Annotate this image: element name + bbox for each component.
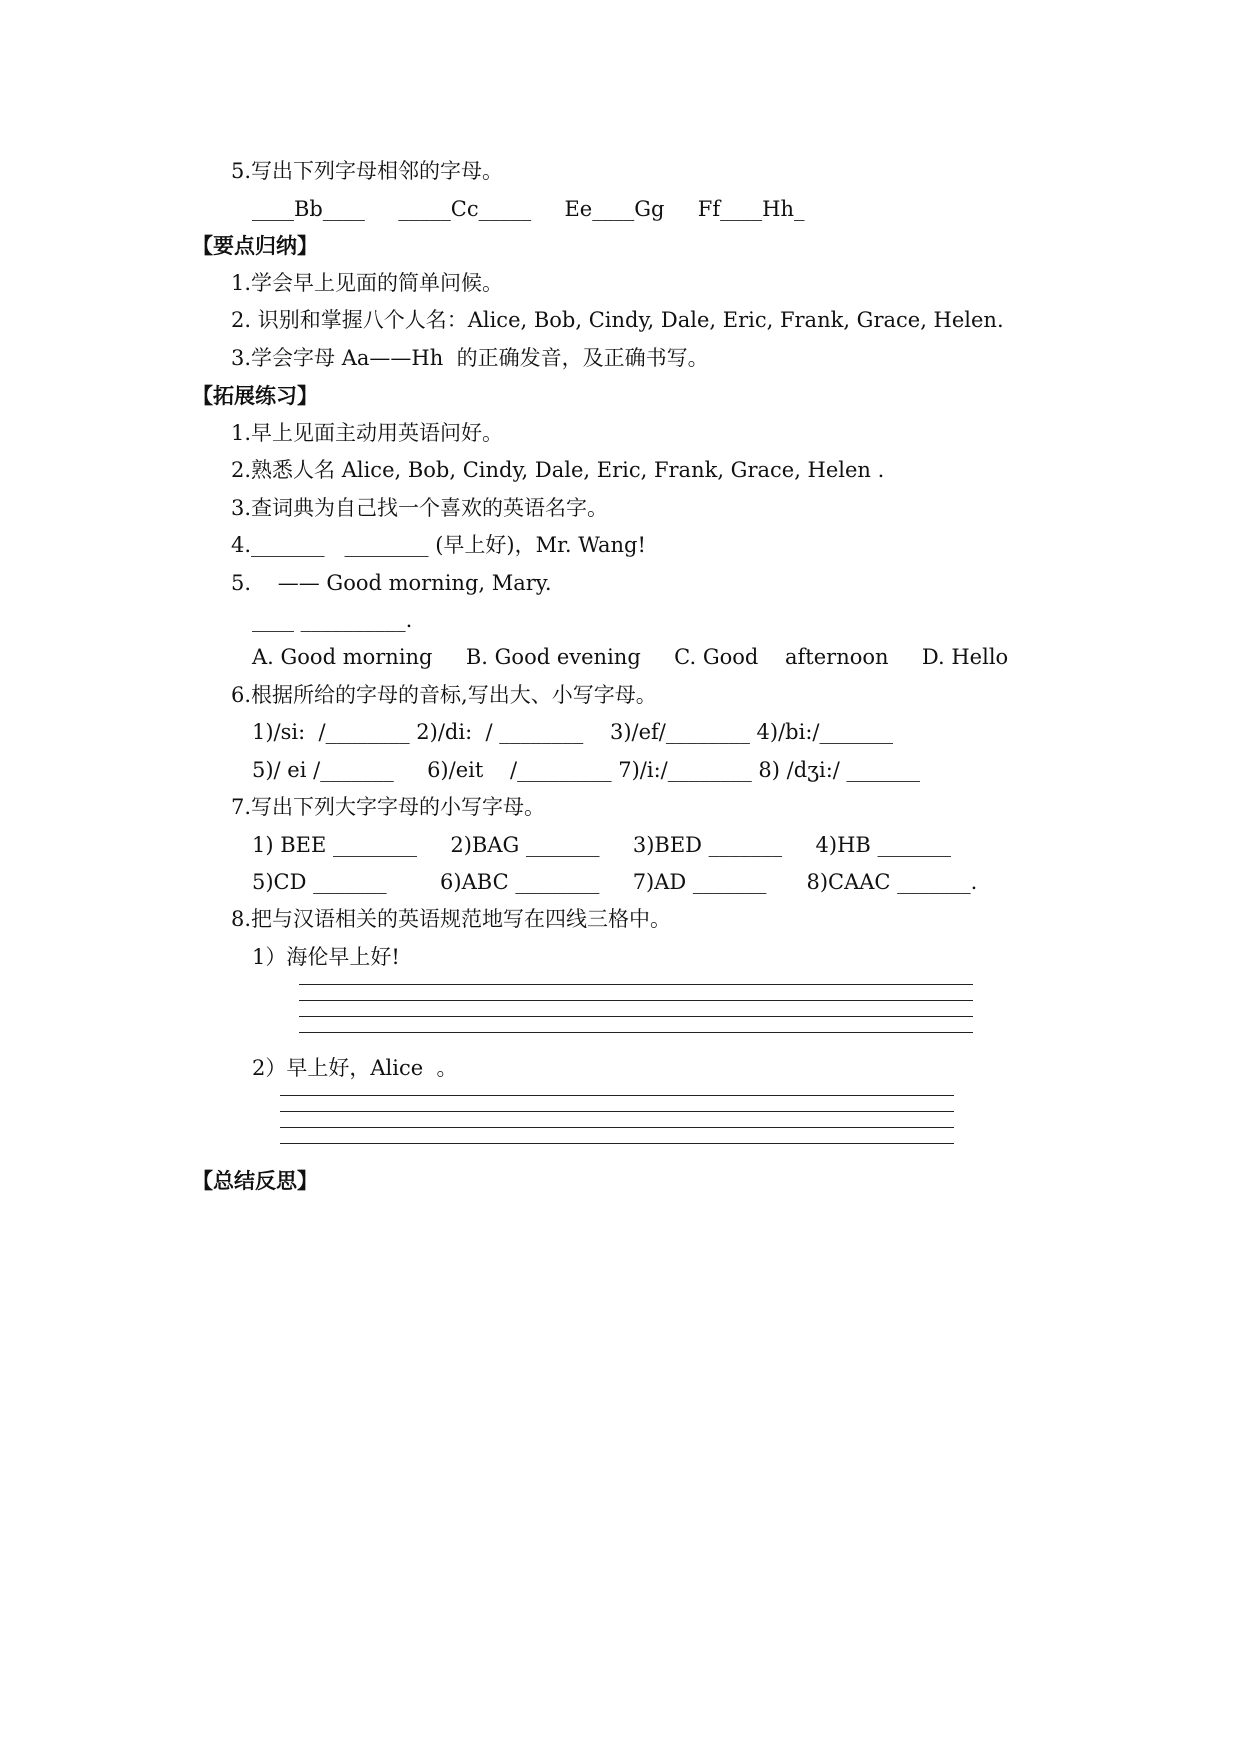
grid-2-line-4 <box>280 1143 954 1144</box>
grid-1-line-4 <box>299 1032 973 1033</box>
practice-heading: 【拓展练习】 <box>192 384 318 408</box>
practice-item-4: 4._______ ________ (早上好)，Mr. Wang! <box>231 533 646 557</box>
practice-item-8-part-2: 2）早上好，Alice 。 <box>252 1056 458 1080</box>
summary-item-2: 2. 识别和掌握八个人名：Alice, Bob, Cindy, Dale, Eric, Frank, Grace, Helen. <box>231 308 1004 332</box>
summary-item-3: 3.学会字母 Aa——Hh 的正确发音，及正确书写。 <box>231 346 709 370</box>
practice-item-6: 6.根据所给的字母的音标,写出大、小写字母。 <box>231 683 657 707</box>
grid-2-line-3 <box>280 1127 954 1128</box>
practice-item-2: 2.熟悉人名 Alice, Bob, Cindy, Dale, Eric, Frank, Grace, Helen . <box>231 458 885 482</box>
practice-item-5-options: A. Good morning B. Good evening C. Good afternoon D. Hello <box>252 645 1009 669</box>
practice-item-6-row-1: 1)/si: /________ 2)/di: / ________ 3)/ef/________ 4)/bi:/_______ <box>252 720 893 744</box>
practice-item-6-row-2: 5)/ ei /_______ 6)/eit /_________ 7)/i:/________ 8) /dʒi:/ _______ <box>252 758 921 782</box>
practice-item-7-row-2: 5)CD _______ 6)ABC ________ 7)AD _______ 8)CAAC _______. <box>252 870 978 894</box>
grid-1-line-1 <box>299 984 973 985</box>
grid-2-line-2 <box>280 1111 954 1112</box>
practice-item-7: 7.写出下列大字字母的小写字母。 <box>231 795 546 819</box>
practice-item-5-answer: ____ __________. <box>252 608 413 632</box>
q5-adjacent-letters: ____Bb____ _____Cc_____ Ee____Gg Ff____Hh_ <box>252 197 805 221</box>
summary-heading: 【要点归纳】 <box>192 234 318 258</box>
practice-item-8-part-1: 1）海伦早上好! <box>252 945 400 969</box>
reflection-heading: 【总结反思】 <box>192 1169 318 1193</box>
q5-title: 5.写出下列字母相邻的字母。 <box>231 159 504 183</box>
practice-item-8: 8.把与汉语相关的英语规范地写在四线三格中。 <box>231 907 672 931</box>
summary-item-1: 1.学会早上见面的简单问候。 <box>231 271 504 295</box>
practice-item-7-row-1: 1) BEE ________ 2)BAG _______ 3)BED _______ 4)HB _______ <box>252 833 952 857</box>
practice-item-5: 5. —— Good morning, Mary. <box>231 571 552 595</box>
grid-1-line-3 <box>299 1016 973 1017</box>
grid-2-line-1 <box>280 1095 954 1096</box>
practice-item-1: 1.早上见面主动用英语问好。 <box>231 421 504 445</box>
practice-item-3: 3.查词典为自己找一个喜欢的英语名字。 <box>231 496 609 520</box>
grid-1-line-2 <box>299 1000 973 1001</box>
